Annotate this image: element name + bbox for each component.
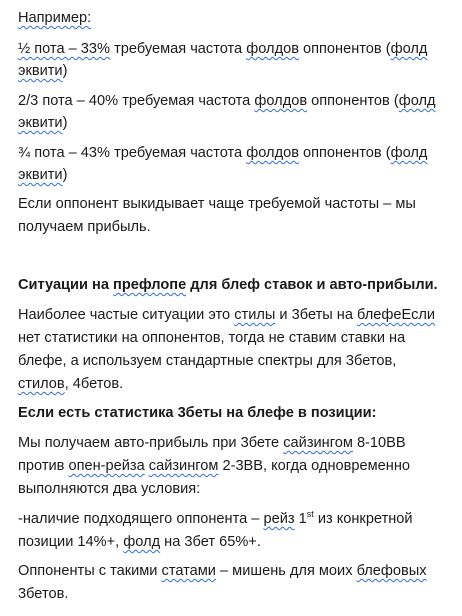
auto-profit-sizing: сайзингом: [283, 435, 353, 451]
pot-half-middle: требуемая частота: [114, 41, 243, 57]
pot-three-quarters-equity: эквити: [18, 167, 63, 183]
heading-preflop-b: для блеф ставок и авто-прибыли.: [190, 277, 438, 293]
pot-three-quarters-middle: требуемая частота: [114, 145, 243, 161]
pot-two-thirds-equity: эквити: [18, 115, 63, 131]
pot-two-thirds-line-1: [18, 92, 436, 111]
conditions-fold: фолд: [123, 534, 161, 550]
auto-profit-line-1: [18, 434, 406, 453]
heading-preflop-a: Ситуации на: [18, 277, 109, 293]
targets-b: – мишень для моих: [220, 563, 353, 579]
targets-line-2: 3бетов.: [18, 586, 69, 602]
conditions-first-sup: st: [306, 509, 314, 520]
common-situations-bluff-if: блефеЕсли: [357, 307, 436, 323]
pot-three-quarters-fold: фолд: [390, 145, 428, 161]
pot-half-close: ): [62, 63, 68, 79]
pot-half-tail: оппонентов (: [303, 41, 391, 57]
pot-three-quarters-tail: оппонентов (: [303, 145, 391, 161]
conditions-raise: рейз: [263, 511, 295, 527]
common-situations-line-2: нет статистики на оппонентов, тогда не ставим ставки на: [18, 330, 406, 346]
heading-stats: Если есть статистика 3беты на блефе в позиции:: [18, 405, 377, 421]
pot-half-size: ½ пота – 33%: [18, 41, 110, 57]
pot-two-thirds-line-2: [18, 114, 67, 133]
conditions-line-2: [18, 533, 261, 552]
common-situations-steals: стилы: [234, 307, 276, 323]
pot-three-quarters-folds: фолдов: [246, 145, 299, 161]
targets-stats: статами: [161, 563, 216, 579]
pot-three-quarters-line-1: [18, 144, 427, 163]
pot-two-thirds-folds: фолдов: [254, 93, 308, 109]
conditions-line-1: [18, 510, 413, 529]
pot-three-quarters-line-2: [18, 166, 67, 185]
conditions-first: 1: [298, 511, 307, 527]
pot-half-line-2: [18, 62, 67, 81]
pot-half-fold: фолд: [390, 41, 428, 57]
auto-profit-against: против: [18, 458, 65, 474]
common-situations-line-3: блефе, а используем стандартные спектры для 3бетов,: [18, 353, 397, 369]
auto-profit-c: 2-3BB, когда одновременно: [222, 458, 411, 474]
pot-half-line-1: [18, 40, 427, 59]
targets-a: Оппоненты с такими: [18, 563, 158, 579]
pot-two-thirds-tail: оппонентов (: [311, 93, 399, 109]
pot-half-equity: эквити: [18, 63, 63, 79]
pot-two-thirds-close: ): [62, 115, 68, 131]
pot-two-thirds-size: 2/3 пота – 40%: [18, 93, 119, 109]
common-situations-b: и 3беты на: [279, 307, 353, 323]
pot-three-quarters-close: ): [62, 167, 68, 183]
heading-preflop: [18, 276, 438, 295]
auto-profit-line-2: [18, 457, 410, 476]
pot-two-thirds-fold: фолд: [398, 93, 436, 109]
heading-preflop-word: префлопе: [113, 277, 187, 293]
common-situations-steals-2: стилов: [18, 376, 65, 392]
common-situations-line-1: [18, 306, 435, 325]
common-situations-line-4: [18, 375, 123, 394]
profit-note-line-1: Если оппонент выкидывает чаще требуемой частоты – мы: [18, 196, 416, 212]
auto-profit-b: 8-10BB: [356, 435, 406, 451]
conditions-a: -наличие подходящего оппонента –: [18, 511, 260, 527]
targets-bluffy: блефовых: [356, 563, 427, 579]
auto-profit-sizing-2: сайзингом: [148, 458, 219, 474]
conditions-c: из конкретной: [317, 511, 413, 527]
pot-three-quarters-size: ¾ пота – 43%: [18, 145, 110, 161]
auto-profit-line-3: выполняются два условия:: [18, 481, 201, 497]
intro-label: [18, 9, 91, 28]
targets-line-1: [18, 562, 427, 581]
auto-profit-a: Мы получаем авто-прибыль при 3бете: [18, 435, 280, 451]
intro-label-text: Например:: [18, 10, 92, 26]
common-situations-a: Наиболее частые ситуации это: [18, 307, 231, 323]
auto-profit-open-raise: опен-рейза: [68, 458, 145, 474]
conditions-d: позиции 14%+,: [18, 534, 120, 550]
pot-two-thirds-middle: требуемая частота: [122, 93, 251, 109]
profit-note-line-2: получаем прибыль.: [18, 219, 151, 235]
conditions-e: на 3бет 65%+.: [164, 534, 261, 550]
common-situations-4bets: , 4бетов.: [64, 376, 124, 392]
pot-half-folds: фолдов: [246, 41, 299, 57]
